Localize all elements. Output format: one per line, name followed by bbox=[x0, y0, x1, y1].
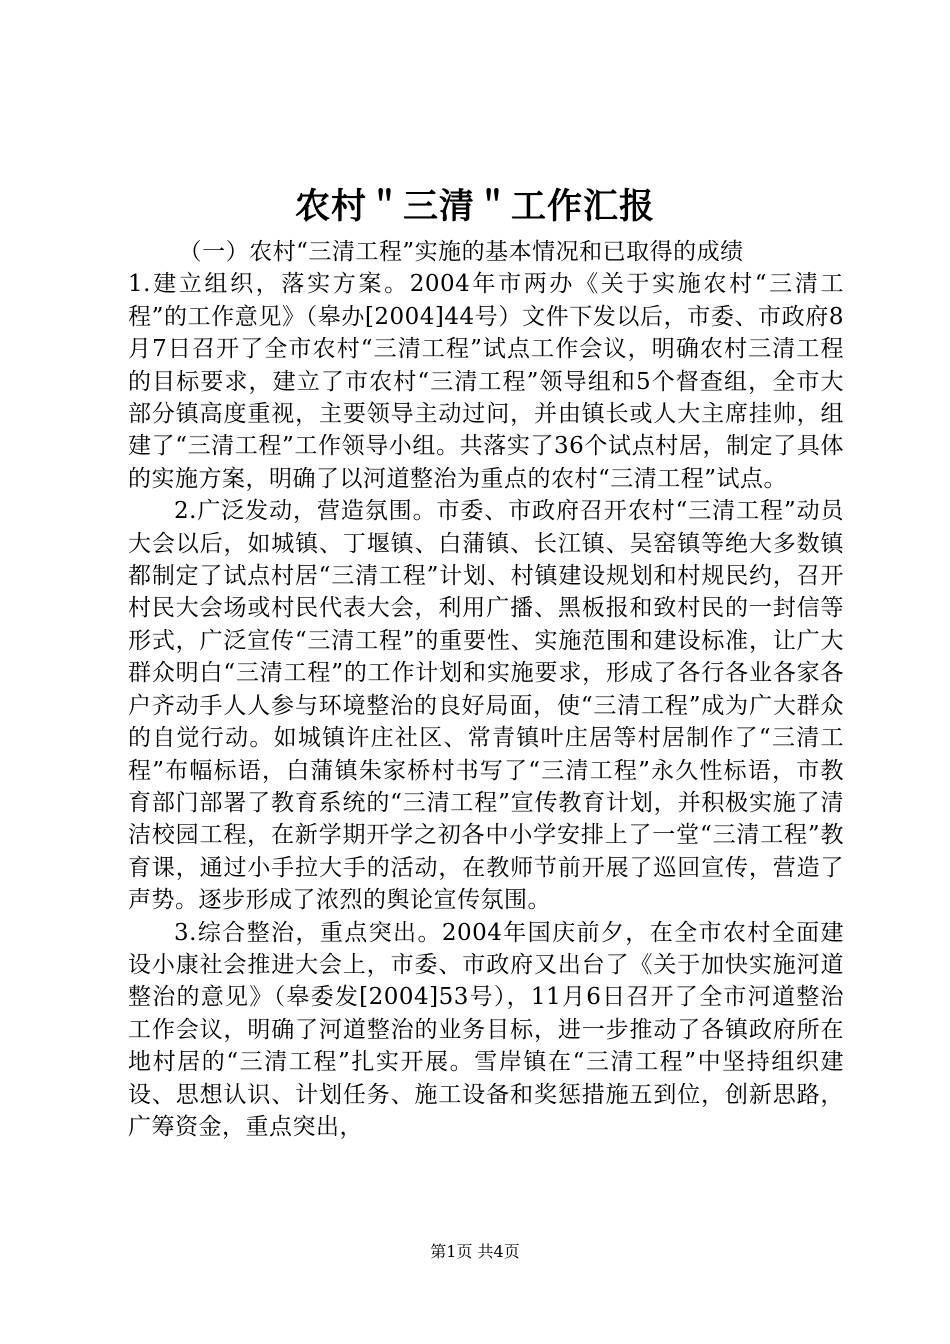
page-footer: 第1页 共4页 bbox=[430, 1242, 520, 1261]
document-title: 农村＂三清＂工作汇报 bbox=[294, 186, 655, 227]
paragraph-1: 1.建立组织，落实方案。2004年市两办《关于实施农村“三清工程”的工作意见》（皋办[2004]44号）文件下发以后，市委、市政府8月7日召开了全市农村“三清工程”试点工作会议，明确农村三清工程的目标要求，建立了市农村“三清工程”领导组和5个督查组，全市大部分镇高度重视，主要领导主动过问，并由镇长或人大主席挂帅，组建了“三清工程”工作领导小组。共落实了36个试点村居，制定了具体的实施方案，明确了以河道整治为重点的农村“三清工程”试点。 bbox=[128, 271, 844, 492]
paragraph-3: 3.综合整治，重点突出。2004年国庆前夕，在全市农村全面建设小康社会推进大会上，市委、市政府又出台了《关于加快实施河道整治的意见》（皋委发[2004]53号），11月6日召开了全市河道整治工作会议，明确了河道整治的业务目标，进一步推动了各镇政府所在地村居的“三清工程”扎实开展。雪岸镇在“三清工程”中坚持组织建设、思想认识、计划任务、施工设备和奖惩措施五到位，创新思路，广筹资金，重点突出， bbox=[128, 919, 844, 1140]
paragraph-2: 2.广泛发动，营造氛围。市委、市政府召开农村“三清工程”动员大会以后，如城镇、丁堰镇、白蒲镇、长江镇、吴窑镇等绝大多数镇都制定了试点村居“三清工程”计划、村镇建设规划和村规民约，召开村民大会场或村民代表大会，利用广播、黑板报和致村民的一封信等形式，广泛宣传“三清工程”的重要性、实施范围和建设标准，让广大群众明白“三清工程”的工作计划和实施要求，形成了各行各业各家各户齐动手人人参与环境整治的良好局面，使“三清工程”成为广大群众的自觉行动。如城镇许庄社区、常青镇叶庄居等村居制作了“三清工程”布幅标语，白蒲镇朱家桥村书写了“三清工程”永久性标语，市教育部门部署了教育系统的“三清工程”宣传教育计划，并积极实施了清洁校园工程，在新学期开学之初各中小学安排上了一堂“三清工程”教育课，通过小手拉大手的活动，在教师节前开展了巡回宣传，营造了声势。逐步形成了浓烈的舆论宣传氛围。 bbox=[128, 498, 844, 914]
document-body bbox=[128, 236, 844, 1143]
section-heading: （一）农村“三清工程”实施的基本情况和已取得的成绩 bbox=[178, 239, 744, 265]
